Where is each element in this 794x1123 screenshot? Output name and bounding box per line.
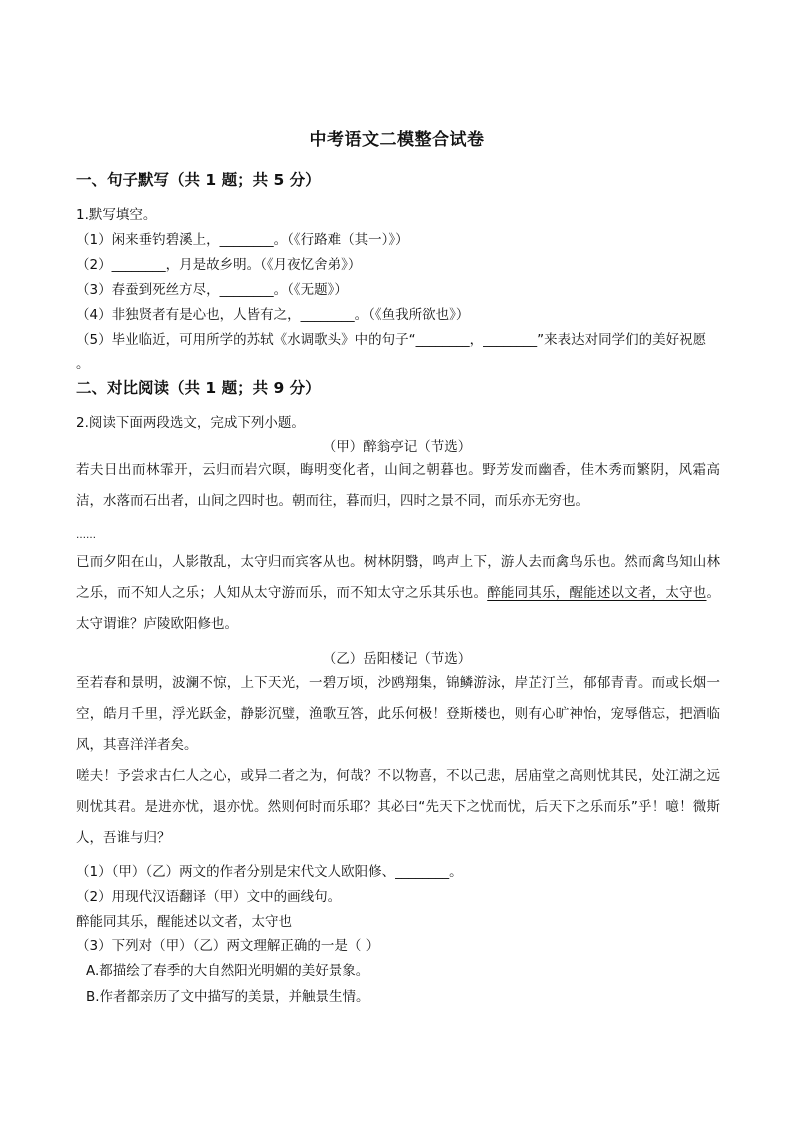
question-1-item-1: （1）闲来垂钓碧溪上，________。（《行路难（其一）》） <box>76 232 409 248</box>
passage-a-paragraph-2-ending: 。太守谓谁？庐陵欧阳修也。 <box>76 585 721 632</box>
passage-b-title: （乙）岳阳楼记（节选） <box>322 651 472 667</box>
option-b: B.作者都亲历了文中描写的美景，并触景生情。 <box>86 989 370 1005</box>
question-1-item-5: （5）毕业临近，可用所学的苏轼《水调歌头》中的句子“________，________”来表达对同学们的美好祝愿 <box>76 332 707 348</box>
question-1-item-5-tail: 。 <box>76 356 90 372</box>
ellipsis: …… <box>76 530 96 541</box>
question-1-item-3: （3）春蚕到死丝方尽，________。（《无题》） <box>76 282 348 298</box>
question-1-intro: 1.默写填空。 <box>76 207 157 223</box>
question-2-intro: 2.阅读下面两段选文，完成下列小题。 <box>76 415 305 431</box>
question-1-item-4: （4）非独贤者有是心也，人皆有之，________。（《鱼我所欲也》） <box>76 307 470 323</box>
passage-a-title: （甲）醉翁亭记（节选） <box>322 439 472 455</box>
question-2-sub-1: （1）（甲）（乙）两文的作者分别是宋代文人欧阳修、________。 <box>76 864 463 880</box>
passage-a-paragraph-2-text: 已而夕阳在山，人影散乱，太守归而宾客从也。树林阴翳，鸣声上下，游人去而禽鸟乐也。然而禽鸟知山林之乐，而不知人之乐；人知从太守游而乐，而不知太守之乐其乐也。 <box>76 554 720 601</box>
section-heading-dictation: 一、句子默写（共 1 题；共 5 分） <box>76 171 321 189</box>
passage-a-paragraph-1: 若夫日出而林霏开，云归而岩穴暝，晦明变化者，山间之朝暮也。野芳发而幽香，佳木秀而繁阴，风霜高洁，水落而石出者，山间之四时也。朝而往，暮而归，四时之景不同，而乐亦无穷也。 <box>76 462 720 509</box>
question-1-item-2: （2）________，月是故乡明。（《月夜忆舍弟》） <box>76 257 362 273</box>
underlined-sentence: 醉能同其乐，醒能述以文者，太守也 <box>487 585 707 601</box>
option-a: A.都描绘了春季的大自然阳光明媚的美好景象。 <box>86 963 370 979</box>
question-2-sub-2-sentence: 醉能同其乐，醒能述以文者，太守也 <box>76 914 292 930</box>
passage-b-paragraph-1: 至若春和景明，波澜不惊，上下天光，一碧万顷，沙鸥翔集，锦鳞游泳，岸芷汀兰，郁郁青青。而或长烟一空，皓月千里，浮光跃金，静影沉璧，渔歌互答，此乐何极！登斯楼也，则有心旷神怡，宠辱偕忘，把酒临风，其喜洋洋者矣。 <box>76 675 720 753</box>
question-2-sub-2: （2）用现代汉语翻译（甲）文中的画线句。 <box>76 889 342 905</box>
question-2-sub-3: （3）下列对（甲）（乙）两文理解正确的一是（ ） <box>76 938 380 954</box>
section-heading-comparative-reading: 二、对比阅读（共 1 题；共 9 分） <box>76 379 321 397</box>
page-title: 中考语文二模整合试卷 <box>309 130 485 150</box>
passage-a-paragraph-2 <box>76 547 720 640</box>
passage-b-paragraph-2: 嗟夫！予尝求古仁人之心，或异二者之为，何哉？不以物喜，不以己悲，居庙堂之高则忧其民，处江湖之远则忧其君。是进亦忧，退亦忧。然则何时而乐耶？其必曰“先天下之忧而忧，后天下之乐而乐”乎！噫！微斯人，吾谁与归？ <box>76 768 720 846</box>
